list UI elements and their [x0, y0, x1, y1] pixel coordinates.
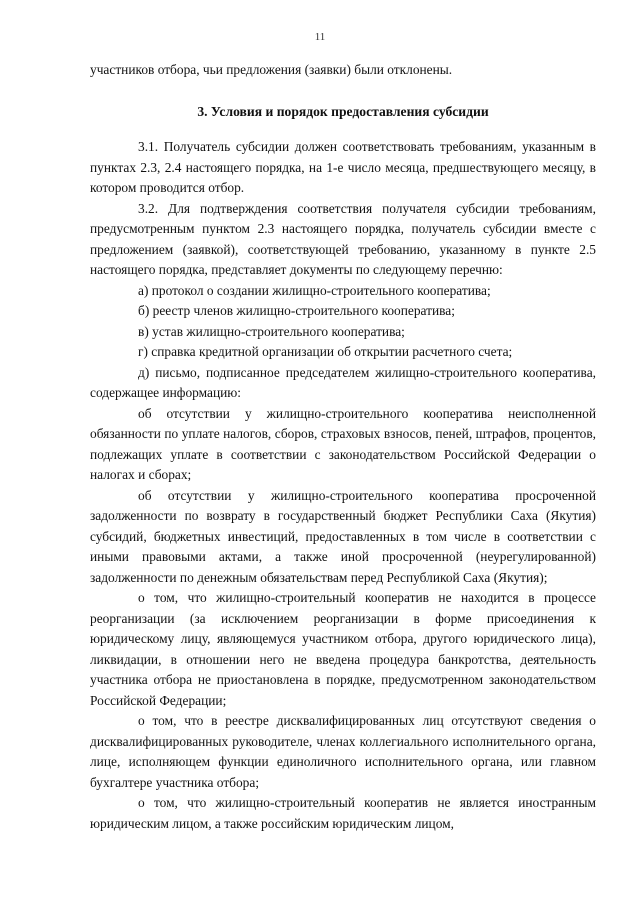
- paragraph-3-1: 3.1. Получатель субсидии должен соответствовать требованиям, указанным в пунктах 2.3, 2.4 настоящего порядка, на 1-е число месяца, предшествующего месяцу, в котором проводится отбор.: [90, 139, 596, 195]
- section-heading: 3. Условия и порядок предоставления субсидии: [197, 103, 489, 119]
- info-item-disqualified: о том, что в реестре дисквалифицированных лиц отсутствуют сведения о дисквалифицированных руководителе, членах коллегиального исполнительного органа, лице, исполняющем функции единоличного исполнительного органа, или главном бухгалтере участника отбора;: [90, 713, 596, 790]
- opening-line: участников отбора, чьи предложения (заявки) были отклонены.: [90, 62, 453, 77]
- list-item-g: г) справка кредитной организации об открытии расчетного счета;: [138, 344, 513, 359]
- document-body: [90, 60, 596, 834]
- info-item-foreign-entity: о том, что жилищно-строительный кооператив не является иностранным юридическим лицом, а также российским юридическим лицом,: [90, 795, 596, 831]
- list-item-a: а) протокол о создании жилищно-строительного кооператива;: [138, 282, 491, 298]
- paragraph-3-2: 3.2. Для подтверждения соответствия получателя субсидии требованиям, предусмотренным пунктом 2.3 настоящего порядка, получатель субсидии вместе с предложением (заявкой), соответствующей требованию, указанному в пункте 2.5 настоящего порядка, представляет документы по следующему перечню:: [90, 200, 596, 277]
- info-item-taxes: об отсутствии у жилищно-строительного кооператива неисполненной обязанности по уплате налогов, сборов, страховых взносов, пеней, штрафов, процентов, подлежащих уплате в соответствии с законодательством Российской Федерации о налогах и сборах;: [90, 405, 596, 482]
- info-item-debt: об отсутствии у жилищно-строительного кооператива просроченной задолженности по возврату в государственный бюджет Республики Саха (Якутия) субсидий, бюджетных инвестиций, предоставленных в том числе в соответствии с иными правовыми актами, а также иной просроченной (неурегулированной) задолженности по денежным обязательствам перед Республикой Саха (Якутия);: [90, 487, 596, 585]
- info-item-reorganization: о том, что жилищно-строительный кооператив не находится в процессе реорганизации (за исключением реорганизации в форме присоединения к юридическому лицу, являющемуся участником отбора, другого юридического лица), ликвидации, в отношении него не введена процедура банкротства, деятельность участника отбора не приостановлена в порядке, предусмотренном законодательством Российской Федерации;: [90, 590, 596, 708]
- page-number: 11: [314, 31, 326, 43]
- list-item-b: б) реестр членов жилищно-строительного кооператива;: [138, 303, 455, 318]
- list-item-d: д) письмо, подписанное председателем жилищно-строительного кооператива, содержащее информацию:: [90, 364, 596, 400]
- list-item-v: в) устав жилищно-строительного кооператива;: [138, 323, 405, 339]
